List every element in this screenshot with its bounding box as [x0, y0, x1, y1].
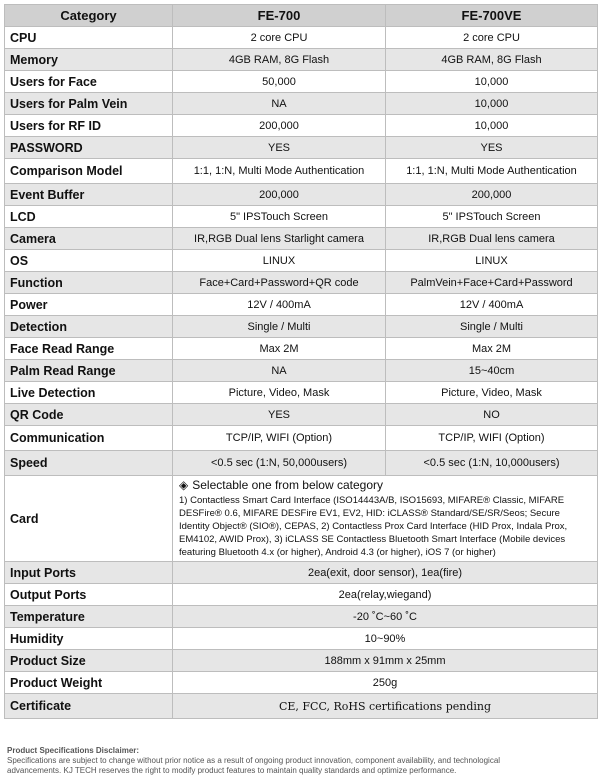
value-fe700: YES	[173, 404, 386, 426]
value-fe700ve: 200,000	[386, 184, 598, 206]
value-fe700: IR,RGB Dual lens Starlight camera	[173, 228, 386, 250]
value-fe700ve: 5" IPSTouch Screen	[386, 206, 598, 228]
shared-value: CE, FCC, RoHS certifications pending	[173, 694, 598, 719]
row-label: Output Ports	[5, 584, 173, 606]
row-users-for-palm-vein	[5, 93, 598, 115]
shared-value: 10~90%	[173, 628, 598, 650]
value-fe700: TCP/IP, WIFI (Option)	[173, 426, 386, 451]
row-label: Live Detection	[5, 382, 173, 404]
value-fe700ve: PalmVein+Face+Card+Password	[386, 272, 598, 294]
row-humidity	[5, 628, 598, 650]
row-card	[5, 476, 598, 562]
value-fe700ve: Max 2M	[386, 338, 598, 360]
row-label: Temperature	[5, 606, 173, 628]
row-detection	[5, 316, 598, 338]
row-os	[5, 250, 598, 272]
shared-value: -20 ˚C~60 ˚C	[173, 606, 598, 628]
value-fe700: NA	[173, 360, 386, 382]
row-label: LCD	[5, 206, 173, 228]
row-label: Users for RF ID	[5, 115, 173, 137]
row-label: Comparison Model	[5, 159, 173, 184]
value-fe700ve: LINUX	[386, 250, 598, 272]
shared-value: 2ea(relay,wiegand)	[173, 584, 598, 606]
row-input-ports	[5, 562, 598, 584]
row-label: CPU	[5, 27, 173, 49]
row-label: Users for Palm Vein	[5, 93, 173, 115]
shared-value: 2ea(exit, door sensor), 1ea(fire)	[173, 562, 598, 584]
row-speed	[5, 451, 598, 476]
row-output-ports	[5, 584, 598, 606]
value-fe700: LINUX	[173, 250, 386, 272]
diamond-bullet-icon: ◈	[179, 478, 189, 492]
header-model-fe700ve: FE-700VE	[386, 5, 598, 27]
value-fe700: Face+Card+Password+QR code	[173, 272, 386, 294]
shared-value: 188mm x 91mm x 25mm	[173, 650, 598, 672]
row-palm-read-range	[5, 360, 598, 382]
row-cpu	[5, 27, 598, 49]
row-certificate	[5, 694, 598, 719]
header-model-fe700: FE-700	[173, 5, 386, 27]
disclaimer-line: advancements. KJ TECH reserves the right to modify product features to maintain quality standards and optimize performance.	[7, 766, 457, 775]
row-label: Communication	[5, 426, 173, 451]
value-fe700ve: Picture, Video, Mask	[386, 382, 598, 404]
value-fe700: NA	[173, 93, 386, 115]
value-fe700: <0.5 sec (1:N, 50,000users)	[173, 451, 386, 476]
disclaimer	[7, 746, 597, 776]
row-communication	[5, 426, 598, 451]
row-event-buffer	[5, 184, 598, 206]
value-fe700: Max 2M	[173, 338, 386, 360]
value-fe700ve: 10,000	[386, 93, 598, 115]
row-label: Memory	[5, 49, 173, 71]
row-product-weight	[5, 672, 598, 694]
row-label: Humidity	[5, 628, 173, 650]
row-temperature	[5, 606, 598, 628]
row-face-read-range	[5, 338, 598, 360]
row-lcd	[5, 206, 598, 228]
value-fe700ve: IR,RGB Dual lens camera	[386, 228, 598, 250]
header-category: Category	[5, 5, 173, 27]
row-memory	[5, 49, 598, 71]
value-fe700ve: 10,000	[386, 71, 598, 93]
value-fe700ve: TCP/IP, WIFI (Option)	[386, 426, 598, 451]
value-fe700ve: 1:1, 1:N, Multi Mode Authentication	[386, 159, 598, 184]
row-users-for-rf-id	[5, 115, 598, 137]
row-label: Face Read Range	[5, 338, 173, 360]
row-label: Certificate	[5, 694, 173, 719]
value-fe700ve: YES	[386, 137, 598, 159]
value-fe700: 4GB RAM, 8G Flash	[173, 49, 386, 71]
row-label: Input Ports	[5, 562, 173, 584]
row-label: QR Code	[5, 404, 173, 426]
row-live-detection	[5, 382, 598, 404]
row-function	[5, 272, 598, 294]
value-fe700ve: 15~40cm	[386, 360, 598, 382]
row-label: Product Size	[5, 650, 173, 672]
value-fe700ve: 4GB RAM, 8G Flash	[386, 49, 598, 71]
value-fe700ve: Single / Multi	[386, 316, 598, 338]
card-description: 1) Contactless Smart Card Interface (ISO14443A/B, ISO15693, MIFARE® Classic, MIFARE DESFire® 0.6, MIFARE DESFire EV1, EV2, HID: iCLASS® Standard/SE/SR/Seos; Secure Identity Object® (SIO®), CEPAS, 2) Contactless Prox Card Interface (HID Prox, Indala Prox, EM4102, AWID Prox), 3) iCLASS SE Contactless Bluetooth Smart Interface (Mobile devices featuring Bluetooth 4.x (or higher), Android 4.3 (or higher), iOS 7 (or higher)	[179, 495, 568, 558]
row-camera	[5, 228, 598, 250]
value-fe700: 200,000	[173, 115, 386, 137]
spec-table	[4, 4, 598, 719]
value-fe700: 200,000	[173, 184, 386, 206]
value-fe700: 5" IPSTouch Screen	[173, 206, 386, 228]
value-fe700ve: 10,000	[386, 115, 598, 137]
row-label: Speed	[5, 451, 173, 476]
disclaimer-line: Specifications are subject to change without prior notice as a result of ongoing product innovation, component availability, and technological	[7, 756, 501, 765]
row-comparison-model	[5, 159, 598, 184]
value-fe700: 1:1, 1:N, Multi Mode Authentication	[173, 159, 386, 184]
row-users-for-face	[5, 71, 598, 93]
card-heading	[179, 478, 593, 492]
card-value	[173, 476, 598, 562]
value-fe700ve: 2 core CPU	[386, 27, 598, 49]
header-row	[5, 5, 598, 27]
value-fe700: 2 core CPU	[173, 27, 386, 49]
row-label: Palm Read Range	[5, 360, 173, 382]
row-power	[5, 294, 598, 316]
row-label: PASSWORD	[5, 137, 173, 159]
value-fe700ve: NO	[386, 404, 598, 426]
row-label: Function	[5, 272, 173, 294]
row-label: Users for Face	[5, 71, 173, 93]
value-fe700: Picture, Video, Mask	[173, 382, 386, 404]
row-label: Event Buffer	[5, 184, 173, 206]
row-password	[5, 137, 598, 159]
disclaimer-title: Product Specifications Disclaimer:	[7, 746, 140, 755]
value-fe700: 50,000	[173, 71, 386, 93]
row-label: Card	[5, 476, 173, 562]
shared-value: 250g	[173, 672, 598, 694]
row-label: Product Weight	[5, 672, 173, 694]
row-label: Detection	[5, 316, 173, 338]
value-fe700: YES	[173, 137, 386, 159]
value-fe700: Single / Multi	[173, 316, 386, 338]
card-heading-text: Selectable one from below category	[192, 478, 384, 492]
row-label: OS	[5, 250, 173, 272]
row-qr-code	[5, 404, 598, 426]
value-fe700ve: 12V / 400mA	[386, 294, 598, 316]
row-product-size	[5, 650, 598, 672]
row-label: Power	[5, 294, 173, 316]
value-fe700ve: <0.5 sec (1:N, 10,000users)	[386, 451, 598, 476]
row-label: Camera	[5, 228, 173, 250]
value-fe700: 12V / 400mA	[173, 294, 386, 316]
